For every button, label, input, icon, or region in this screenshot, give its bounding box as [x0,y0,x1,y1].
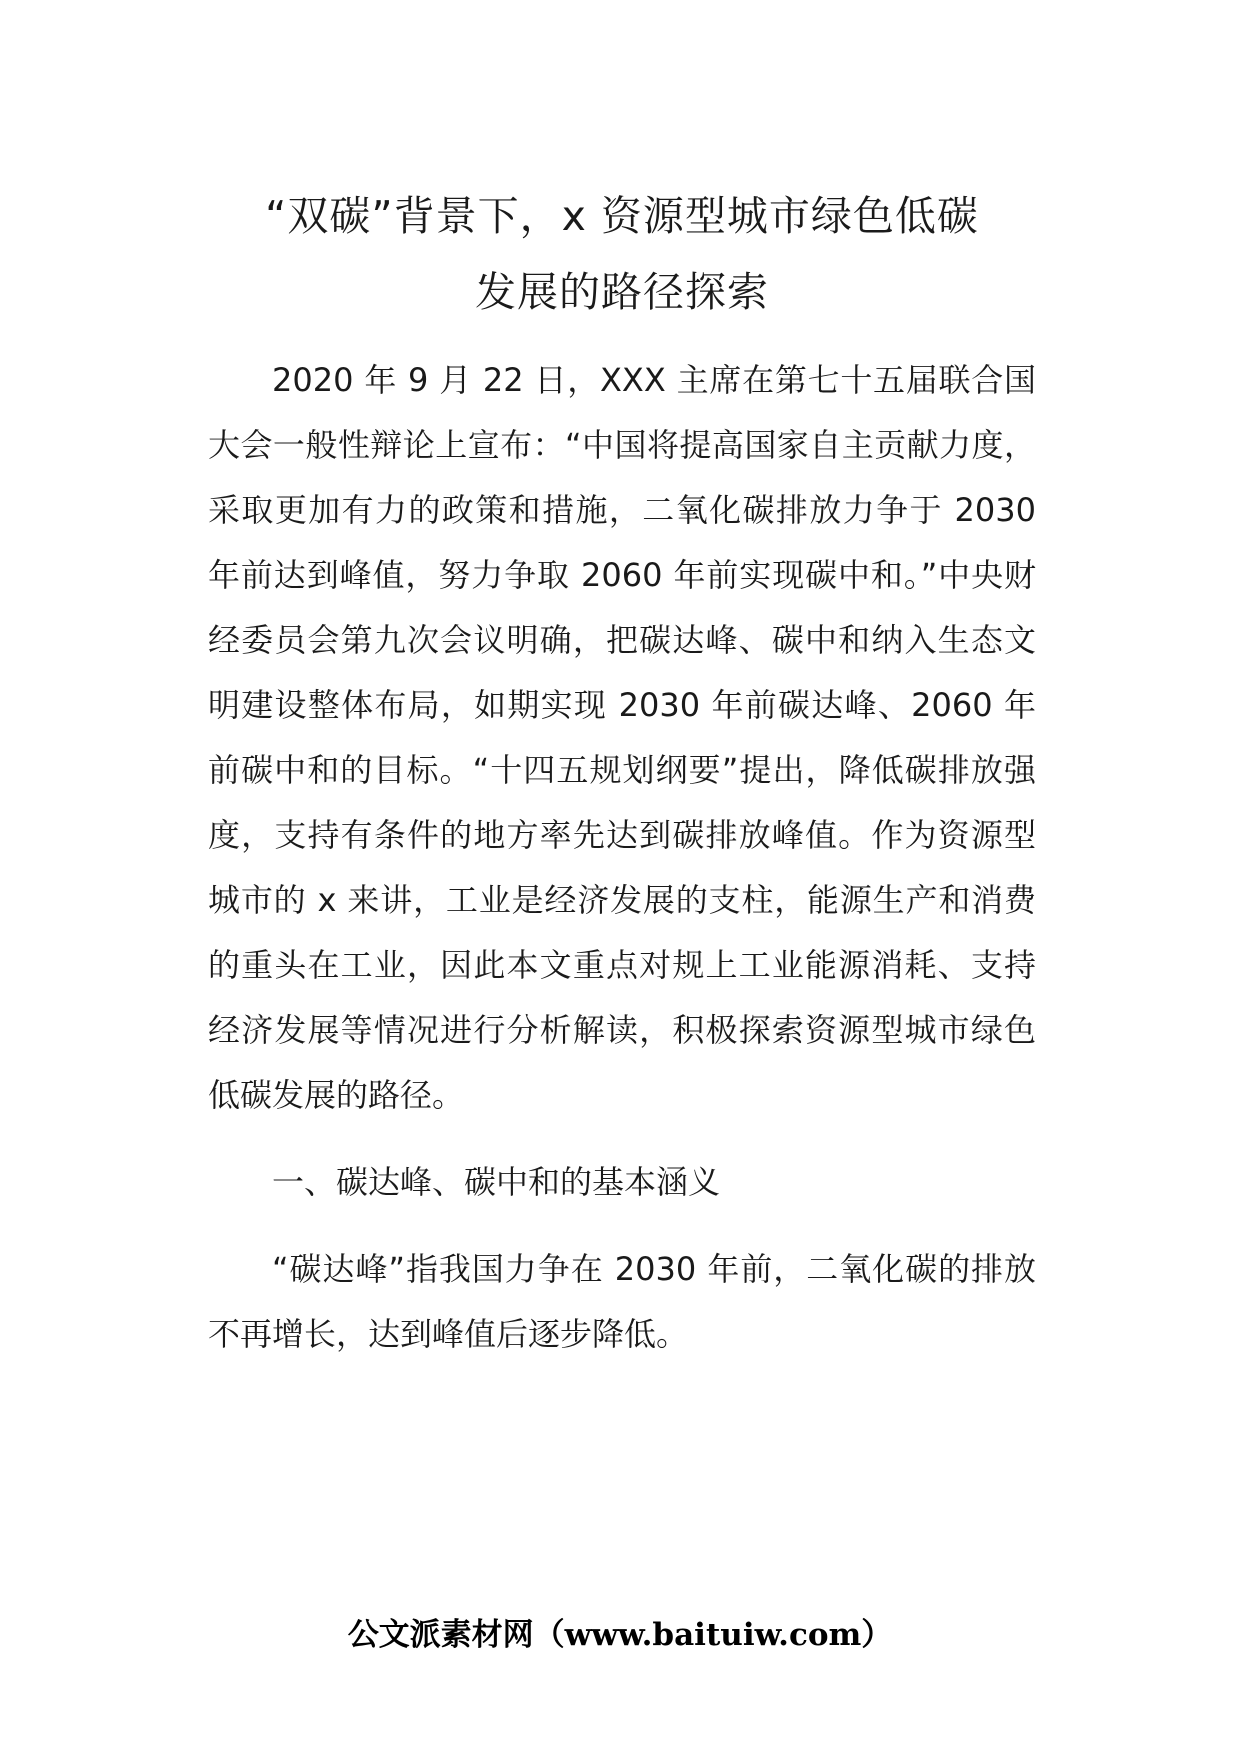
paragraph-carbon-peak: “碳达峰”指我国力争在 2030 年前，二氧化碳的排放不再增长，达到峰值后逐步降低。 [208,1250,1036,1353]
paragraph-intro: 2020 年 9 月 22 日，XXX 主席在第七十五届联合国大会一般性辩论上宣布：“中国将提高国家自主贡献力度，采取更加有力的政策和措施，二氧化碳排放力争于 2030 年前达到峰值，努力争取 2060 年前实现碳中和。”中央财经委员会第九次会议明确，把碳达峰、碳中和纳入生态文明建设整体布局，如期实现 2030 年前碳达峰、2060 年前碳中和的目标。“十四五规划纲要”提出，降低碳排放强度，支持有条件的地方率先达到碳排放峰值。作为资源型城市的 x 来讲，工业是经济发展的支柱，能源生产和消费的重头在工业，因此本文重点对规上工业能源消耗、支持经济发展等情况进行分析解读，积极探索资源型城市绿色低碳发展的路径。 [208,361,1036,1114]
section-heading-1: 一、碳达峰、碳中和的基本涵义 [272,1163,721,1201]
footer-watermark: 公文派素材网（www.baituiw.com） [347,1617,893,1653]
document-body [208,178,1036,1367]
document-title [208,178,1036,330]
title-line-2: 发展的路径探索 [475,268,769,316]
title-line-1: “双碳”背景下，x 资源型城市绿色低碳 [265,192,979,240]
